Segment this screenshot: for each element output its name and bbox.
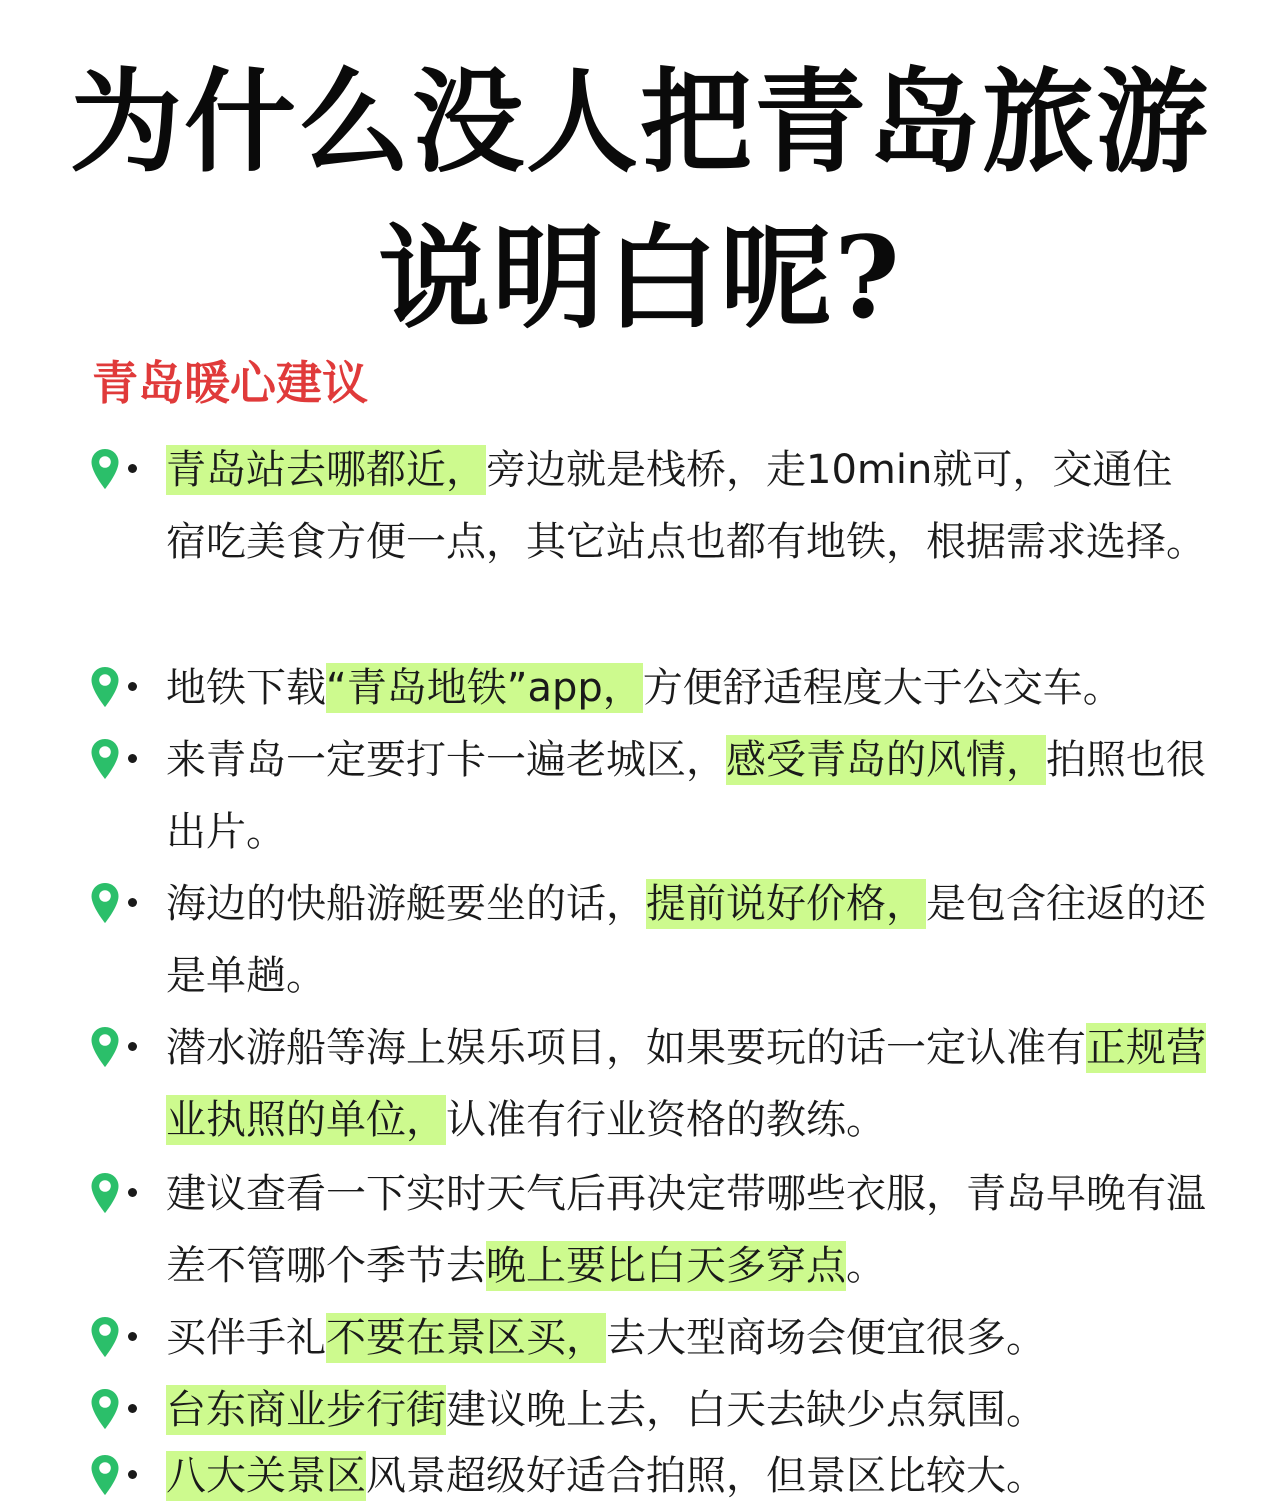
list-item-text — [166, 1012, 1206, 1156]
list-item — [84, 868, 1214, 1012]
body-text: 来青岛一定要打卡一遍老城区， — [166, 737, 726, 783]
list-item — [84, 1012, 1214, 1156]
location-pin-icon — [90, 448, 120, 490]
section-subtitle: 青岛暖心建议 — [92, 356, 368, 410]
highlight-text: 感受青岛的风情， — [726, 737, 1046, 783]
list-item-text — [166, 1440, 1206, 1512]
body-text: 地铁下载 — [166, 665, 326, 711]
bullet-dot — [128, 1042, 137, 1051]
body-text: 潜水游船等海上娱乐项目，如果要玩的话一定认准有 — [166, 1025, 1086, 1071]
body-text: 旁边就是栈桥，走10min就可，交通住宿吃美食方便一点，其它站点也都有地铁，根据需求选择。 — [166, 447, 1206, 565]
list-item-text — [166, 1302, 1206, 1374]
body-text: 去大型商场会便宜很多。 — [606, 1315, 1046, 1361]
bullet-dot — [128, 898, 137, 907]
list-item-text — [166, 652, 1206, 724]
body-text: 建议查看一下实时天气后再决定带哪些衣服，青岛早晚有温差不管哪个季节去 — [166, 1171, 1206, 1289]
list-item — [84, 724, 1214, 868]
bullet-dot — [128, 464, 137, 473]
body-text: 。 — [846, 1243, 886, 1289]
highlight-text: 正规营业执照的单位， — [166, 1025, 1206, 1143]
list-item — [84, 1440, 1214, 1512]
body-text: 风景超级好适合拍照，但景区比较大。 — [366, 1453, 1046, 1499]
bullet-dot — [128, 1470, 137, 1479]
list-item-text — [166, 724, 1206, 868]
page-title-line-2: 说明白呢? — [378, 213, 902, 344]
list-item-text — [166, 1374, 1206, 1446]
bullet-dot — [128, 1332, 137, 1341]
list-item — [84, 434, 1214, 578]
body-text: 拍照也很出片。 — [166, 737, 1206, 855]
body-text: 是包含往返的还是单趟。 — [166, 881, 1206, 999]
location-pin-icon — [90, 1454, 120, 1496]
highlight-text: 晚上要比白天多穿点 — [486, 1243, 846, 1289]
body-text: 建议晚上去，白天去缺少点氛围。 — [446, 1387, 1046, 1433]
list-item-text — [166, 868, 1206, 1012]
list-item — [84, 1158, 1214, 1302]
body-text: 认准有行业资格的教练。 — [446, 1097, 886, 1143]
list-item — [84, 1374, 1214, 1446]
location-pin-icon — [90, 1316, 120, 1358]
highlight-text: “青岛地铁”app， — [326, 665, 643, 711]
location-pin-icon — [90, 1026, 120, 1068]
highlight-text: 八大关景区 — [166, 1453, 366, 1499]
list-item-text — [166, 434, 1206, 578]
location-pin-icon — [90, 1388, 120, 1430]
bullet-dot — [128, 1404, 137, 1413]
location-pin-icon — [90, 666, 120, 708]
location-pin-icon — [90, 1172, 120, 1214]
list-item — [84, 1302, 1214, 1374]
bullet-dot — [128, 1188, 137, 1197]
body-text: 买伴手礼 — [166, 1315, 326, 1361]
highlight-text: 青岛站去哪都近， — [166, 447, 486, 493]
body-text: 海边的快船游艇要坐的话， — [166, 881, 646, 927]
bullet-dot — [128, 682, 137, 691]
location-pin-icon — [90, 882, 120, 924]
body-text: 方便舒适程度大于公交车。 — [642, 665, 1123, 711]
highlight-text: 不要在景区买， — [326, 1315, 606, 1361]
list-item — [84, 652, 1214, 724]
highlight-text: 台东商业步行街 — [166, 1387, 446, 1433]
highlight-text: 提前说好价格， — [646, 881, 926, 927]
list-item-text — [166, 1158, 1206, 1302]
location-pin-icon — [90, 738, 120, 780]
bullet-dot — [128, 754, 137, 763]
page-title-line-1: 为什么没人把青岛旅游 — [70, 57, 1210, 188]
